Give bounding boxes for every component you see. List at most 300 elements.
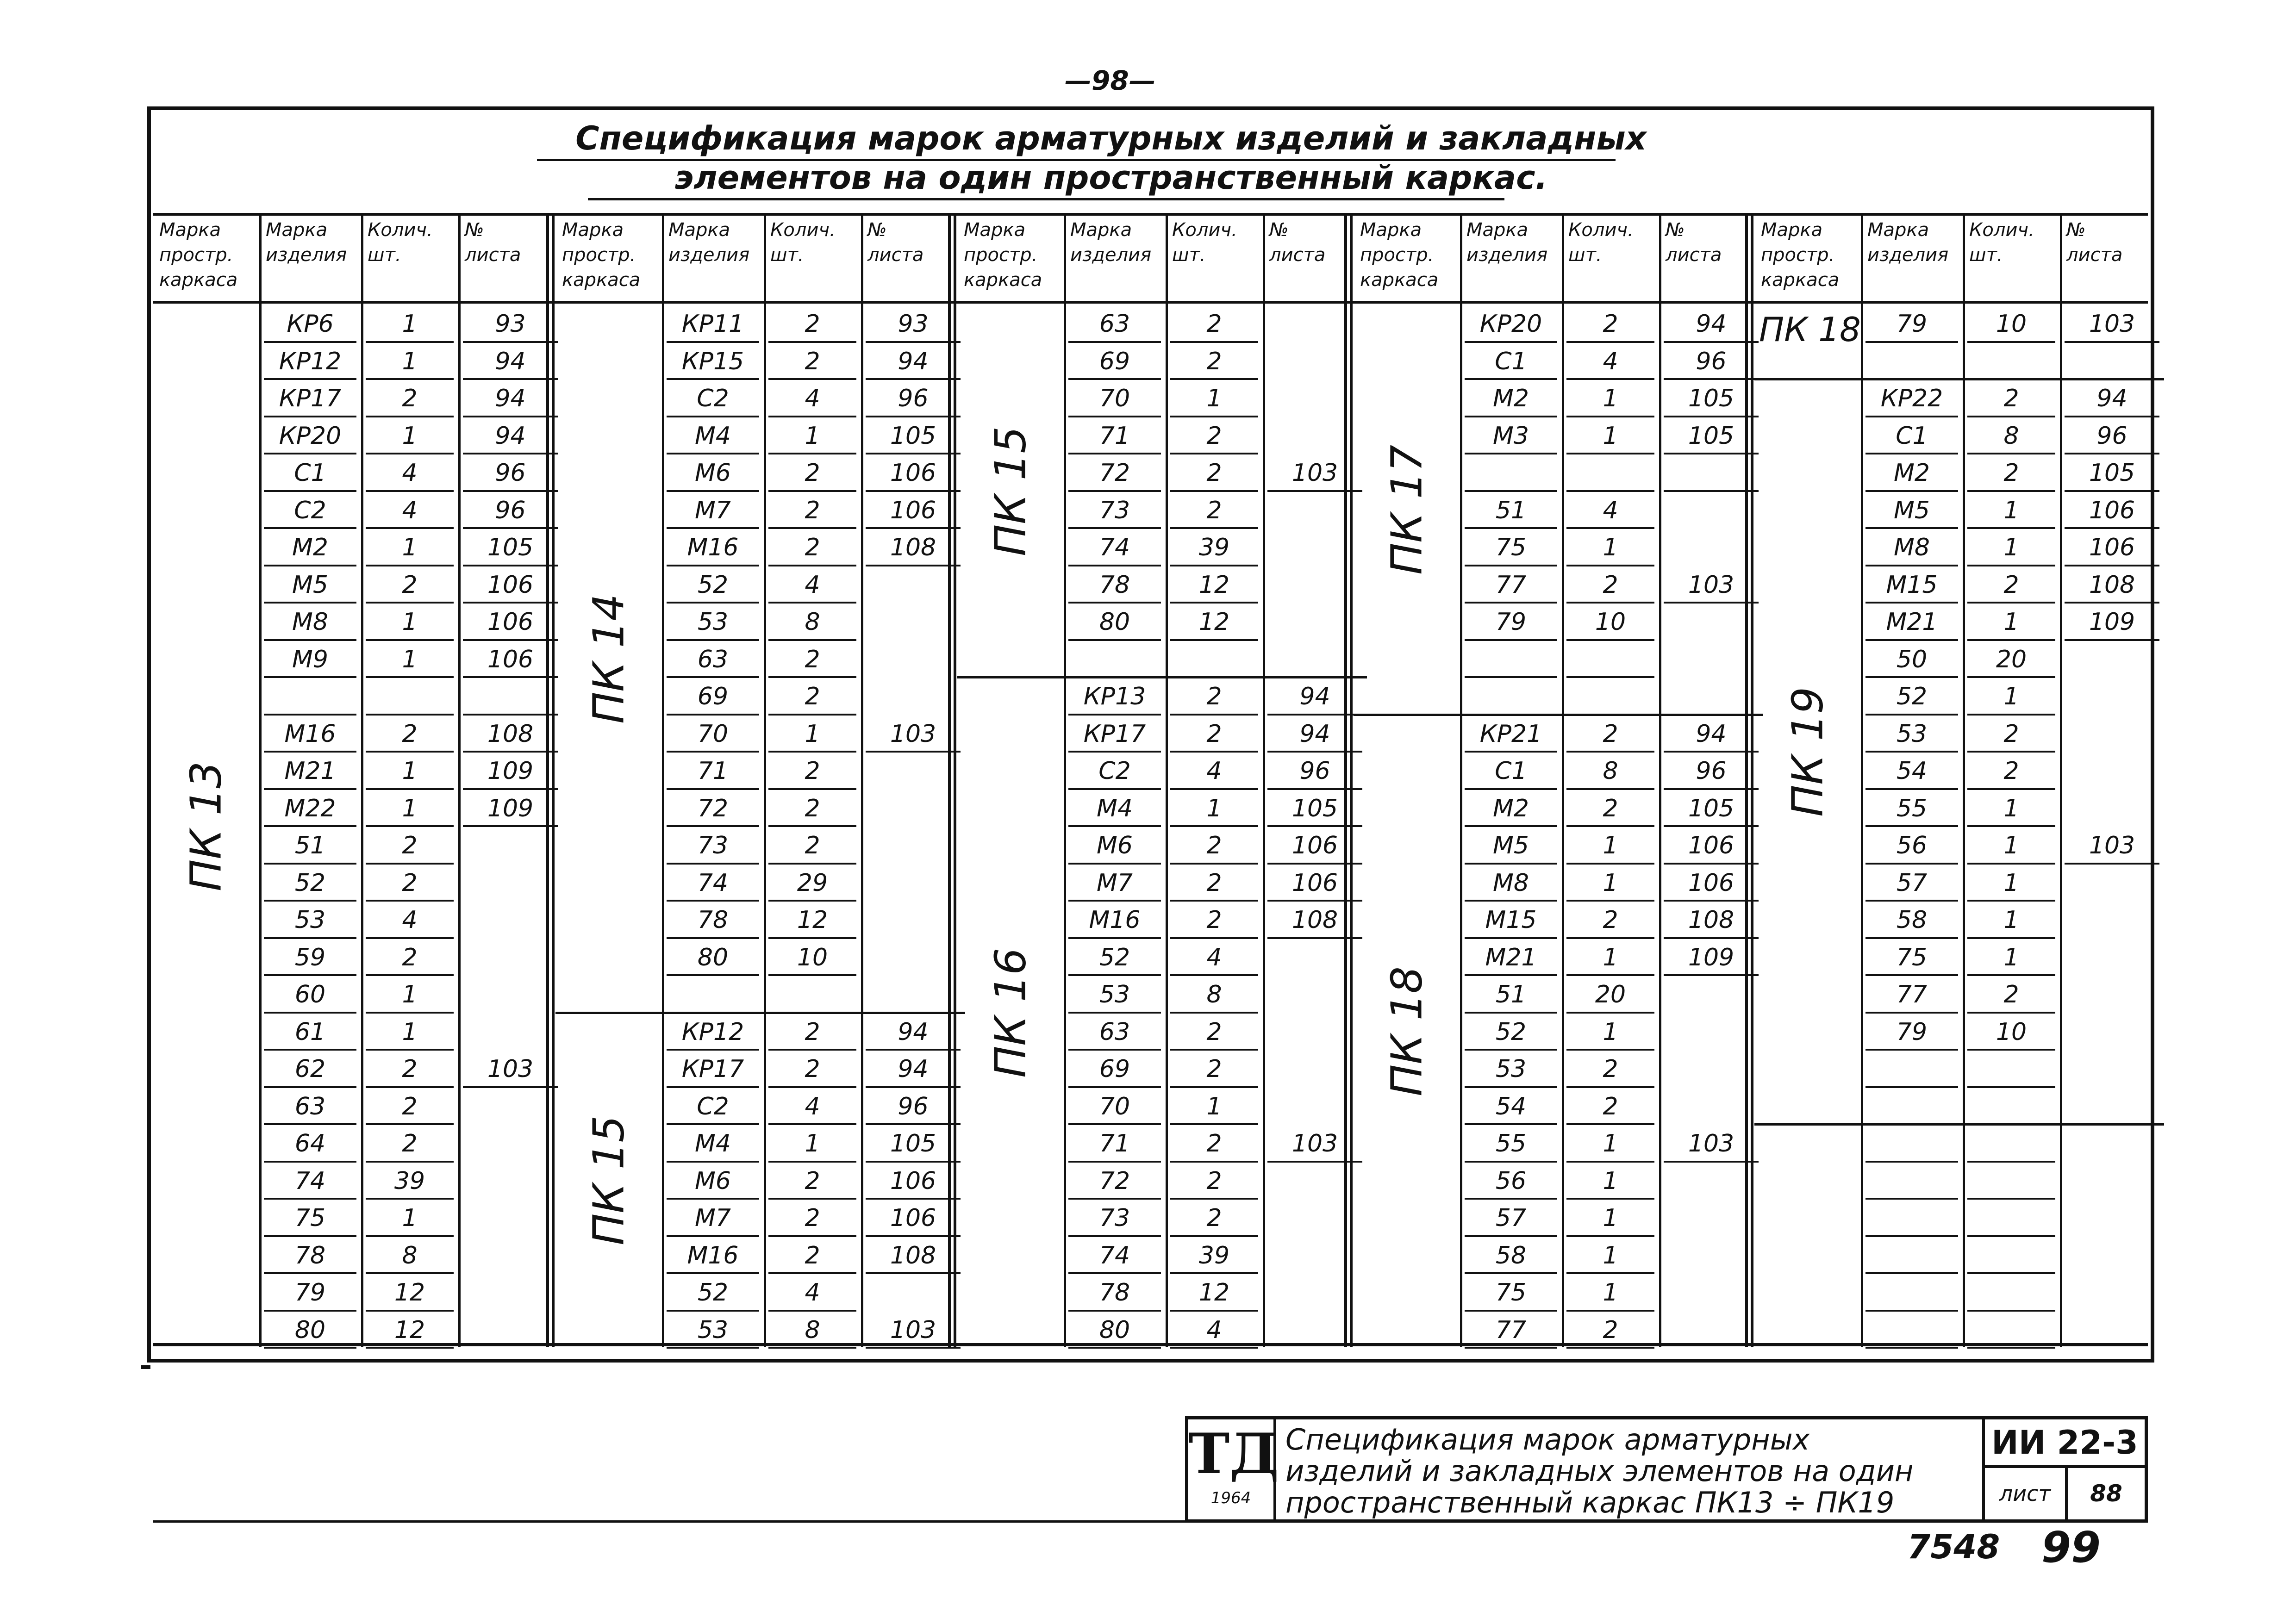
item-mark: 70 [697,720,729,748]
sheet-number: 96 [898,385,929,412]
header-line: шт. [1969,244,2003,266]
sheet-number: 103 [890,720,936,748]
sheet-number [2060,1163,2164,1200]
group-name: ПК 18 [1382,966,1432,1096]
sheet-number: 96 [495,459,526,487]
group-name: ПК 15 [584,1115,634,1245]
item-mark: С2 [294,496,326,524]
sheet-number: 94 [1299,720,1330,748]
header-line: простр. [159,244,233,266]
group-name: ПК 14 [584,593,634,724]
item-mark: 74 [1099,1241,1130,1269]
item-count: 2 [1206,459,1222,487]
sheet-number: 106 [1292,869,1338,897]
header-line: № [1666,219,1685,241]
item-mark: М6 [1097,832,1133,859]
item-count: 2 [402,720,418,748]
block-separator [546,213,555,1347]
sheet-number: 105 [890,422,936,450]
item-mark: 72 [697,794,729,822]
item-count: 12 [394,1316,425,1344]
item-mark: М5 [1894,496,1930,524]
header-line: изделия [266,244,347,266]
item-count: 2 [1206,1130,1222,1157]
item-mark: 69 [1099,347,1130,375]
item-count: 10 [797,943,828,971]
item-count: 2 [1603,571,1618,599]
header-line: каркаса [1761,269,1840,291]
sheet-number: 106 [890,1167,936,1195]
sheet-number: 109 [2089,608,2135,636]
stamp-sheet-label: лист [1982,1468,2068,1519]
item-count: 2 [805,1018,820,1046]
item-count: 2 [805,534,820,561]
item-count: 1 [402,310,418,338]
item-count: 1 [1603,1167,1618,1195]
item-count: 2 [2003,981,2019,1008]
header-line: Марка [1761,219,1823,241]
sheet-number [2060,1125,2164,1162]
item-mark: КР17 [681,1055,744,1083]
header-marka-karkasa [1354,218,1460,299]
item-count: 39 [1198,534,1230,561]
item-mark: М8 [1894,534,1930,561]
item-mark: 51 [294,832,326,859]
item-count: 1 [2003,943,2019,971]
sheet-number: 108 [1292,906,1338,934]
item-mark: 78 [294,1241,326,1269]
header-line: Марка [266,219,328,241]
stamp-sheet-number: 88 [2090,1480,2122,1507]
item-mark [1861,1200,1963,1237]
item-count: 2 [1206,496,1222,524]
header-line: изделия [1466,244,1548,266]
item-count [1562,454,1659,492]
item-mark: 73 [1099,1204,1130,1232]
sheet-number [2060,678,2164,715]
item-mark: М3 [1493,422,1529,450]
item-count: 1 [402,757,418,785]
item-mark: 53 [1896,720,1928,748]
sheet-number: 106 [890,459,936,487]
header-line: листа [2066,244,2123,266]
item-mark: С1 [1896,422,1928,450]
item-mark: М7 [695,496,731,524]
item-mark: 60 [294,981,326,1008]
group-name: ПК 13 [181,761,231,891]
item-mark: С2 [697,1092,729,1120]
sheet-number: 106 [487,608,534,636]
item-count: 1 [1206,385,1222,412]
sheet-number: 94 [2096,385,2128,412]
item-count: 1 [2003,906,2019,934]
item-count: 12 [1198,608,1230,636]
item-count: 2 [805,832,820,859]
item-count: 2 [1206,832,1222,859]
item-mark: 53 [697,1316,729,1344]
header-marka-izdeliya [1861,218,1963,299]
item-mark: 75 [1495,1279,1527,1307]
group-name: ПК 15 [986,426,1036,556]
item-count: 1 [1603,1130,1618,1157]
item-mark: М2 [1894,459,1930,487]
item-mark: 74 [294,1167,326,1195]
item-count [1963,1088,2060,1125]
title-underline-2 [588,198,1504,200]
item-count: 2 [805,459,820,487]
item-mark: 74 [697,869,729,897]
item-mark: М8 [292,608,328,636]
item-mark: М4 [695,422,731,450]
item-mark: 54 [1495,1092,1527,1120]
item-mark: 79 [1495,608,1527,636]
item-mark [662,976,764,1013]
item-count: 2 [402,1055,418,1083]
item-mark: М9 [292,645,328,673]
sheet-number: 105 [1688,794,1734,822]
item-count: 2 [805,1241,820,1269]
item-count: 1 [402,645,418,673]
header-line: № [867,219,887,241]
item-count: 1 [1206,794,1222,822]
group-name: ПК 16 [986,947,1036,1078]
sheet-number: 106 [2089,534,2135,561]
sheet-number [2060,939,2164,976]
item-mark: 62 [294,1055,326,1083]
item-count: 2 [402,1130,418,1157]
item-count: 2 [1206,906,1222,934]
header-line: каркаса [562,269,641,291]
frame-tick [141,1365,150,1369]
item-mark [1861,1237,1963,1274]
item-count [1963,1200,2060,1237]
item-count: 2 [1603,1092,1618,1120]
item-mark: М6 [695,1167,731,1195]
header-line: Марка [1867,219,1929,241]
item-count: 2 [805,794,820,822]
header-kolich [1166,218,1263,299]
item-count: 2 [402,869,418,897]
item-mark: 54 [1896,757,1928,785]
sheet-number: 93 [898,310,929,338]
sheet-number: 94 [495,385,526,412]
header-line: Марка [1070,219,1132,241]
item-mark: 56 [1495,1167,1527,1195]
item-count: 4 [1603,347,1618,375]
item-count: 12 [394,1279,425,1307]
item-mark: 77 [1495,1316,1527,1344]
org-logo [1188,1419,1279,1519]
item-mark: КР21 [1479,720,1542,748]
sheet-number: 109 [1688,943,1734,971]
sheet-number: 108 [2089,571,2135,599]
item-mark: М4 [695,1130,731,1157]
item-count: 1 [2003,534,2019,561]
item-mark: 64 [294,1130,326,1157]
item-mark: 70 [1099,1092,1130,1120]
sheet-number: 96 [1696,347,1727,375]
item-mark: 61 [294,1018,326,1046]
item-mark: 79 [294,1279,326,1307]
item-count: 1 [402,608,418,636]
item-count: 2 [402,1092,418,1120]
item-count: 12 [1198,571,1230,599]
item-count: 1 [402,422,418,450]
header-line: № [1269,219,1289,241]
stamp-code: ИИ 22-3 [1982,1419,2145,1468]
item-mark: 63 [1099,310,1130,338]
item-mark: М2 [1493,385,1529,412]
item-count: 4 [402,459,418,487]
item-mark: КР17 [1083,720,1146,748]
sheet-number [2060,1274,2164,1311]
item-count: 10 [1996,310,2027,338]
sheet-number: 106 [1688,869,1734,897]
header-line: простр. [562,244,636,266]
block-separator [948,213,956,1347]
header-line: Марка [1466,219,1529,241]
sheet-number: 106 [890,496,936,524]
sheet-number [2060,1088,2164,1125]
item-mark: 80 [1099,1316,1130,1344]
item-count: 8 [805,608,820,636]
item-mark: 75 [1896,943,1928,971]
header-marka-karkasa [555,218,662,299]
item-count: 4 [1206,943,1222,971]
item-count: 1 [402,347,418,375]
sheet-number: 106 [2089,496,2135,524]
item-mark: 72 [1099,1167,1130,1195]
item-mark: 52 [294,869,326,897]
item-count: 2 [1603,906,1618,934]
item-mark: С1 [1495,347,1527,375]
header-marka-izdeliya [662,218,764,299]
sheet-number [2060,716,2164,753]
item-mark: 52 [697,1279,729,1307]
item-mark: КР12 [279,347,342,375]
item-count [764,976,861,1013]
header-marka-izdeliya [1460,218,1562,299]
sheet-number: 103 [2089,832,2135,859]
header-line: простр. [964,244,1038,266]
sheet-number: 106 [1688,832,1734,859]
header-line: каркаса [964,269,1042,291]
block-separator [1745,213,1753,1347]
sheet-number: 103 [2089,310,2135,338]
sheet-number: 103 [1688,1130,1734,1157]
item-mark: 63 [697,645,729,673]
item-count: 4 [805,385,820,412]
item-count: 1 [2003,832,2019,859]
item-mark: 53 [1099,981,1130,1008]
item-count: 1 [402,534,418,561]
item-mark: 77 [1495,571,1527,599]
item-mark: М22 [284,794,336,822]
sheet-number: 94 [898,347,929,375]
header-kolich [1562,218,1659,299]
group-name: ПК 18 [1759,310,1861,349]
item-count: 1 [402,794,418,822]
item-mark: 75 [1495,534,1527,561]
item-mark: 78 [1099,1279,1130,1307]
item-mark: КР20 [1479,310,1542,338]
sheet-number [2060,1014,2164,1051]
header-line: Колич. [1568,219,1634,241]
item-count: 8 [805,1316,820,1344]
group-name: ПК 19 [1783,687,1833,817]
sheet-number: 103 [890,1316,936,1344]
sheet-number: 105 [890,1130,936,1157]
item-mark: М16 [687,534,739,561]
header-marka-karkasa [957,218,1064,299]
page-number: —98— [1065,65,1156,96]
item-count: 8 [1206,981,1222,1008]
sheet-number: 93 [495,310,526,338]
header-marka-izdeliya [259,218,361,299]
item-mark: 79 [1896,310,1928,338]
header-kolich [1963,218,2060,299]
item-mark: М4 [1097,794,1133,822]
block-separator [1344,213,1353,1347]
item-count: 4 [402,496,418,524]
sheet-number: 109 [487,794,534,822]
sheet-number: 96 [1299,757,1330,785]
item-mark: 58 [1495,1241,1527,1269]
item-mark: 57 [1896,869,1928,897]
item-count: 10 [1595,608,1626,636]
item-mark: М21 [284,757,336,785]
item-count: 1 [1603,832,1618,859]
header-line: шт. [1568,244,1602,266]
item-mark [1861,1274,1963,1311]
header-line: Колич. [770,219,836,241]
item-mark: М6 [695,459,731,487]
item-count: 2 [402,385,418,412]
item-count: 1 [2003,794,2019,822]
item-count: 2 [1206,1055,1222,1083]
item-count [1963,343,2060,380]
sheet-number: 105 [2089,459,2135,487]
item-mark [1861,1051,1963,1088]
item-mark: 56 [1896,832,1928,859]
item-count: 39 [1198,1241,1230,1269]
item-count: 2 [805,347,820,375]
item-mark: 78 [697,906,729,934]
item-count: 1 [1603,534,1618,561]
header-line: листа [867,244,924,266]
item-mark: 53 [1495,1055,1527,1083]
header-line: Марка [1360,219,1422,241]
item-mark: 71 [697,757,729,785]
header-line: листа [1269,244,1326,266]
sheet-number: 103 [1292,1130,1338,1157]
item-mark: С2 [697,385,729,412]
header-line: шт. [1172,244,1206,266]
item-count: 8 [1603,757,1618,785]
item-count: 2 [1206,422,1222,450]
item-mark: М21 [1886,608,1938,636]
header-kolich [764,218,861,299]
item-mark: 71 [1099,422,1130,450]
item-mark: М16 [284,720,336,748]
item-count: 1 [2003,496,2019,524]
item-count: 29 [797,869,828,897]
item-count: 2 [805,1055,820,1083]
item-mark: С1 [294,459,326,487]
item-count: 2 [1603,310,1618,338]
sheet-number: 106 [890,1204,936,1232]
item-mark [1861,1125,1963,1162]
stamp-baseline [153,1520,1190,1523]
item-count: 4 [805,571,820,599]
item-mark [1460,678,1562,715]
item-count: 2 [805,496,820,524]
item-mark: 72 [1099,459,1130,487]
sheet-number: 94 [495,347,526,375]
sheet-stamp: 99 [2041,1523,2101,1572]
item-count: 1 [1603,1204,1618,1232]
item-mark: 51 [1495,496,1527,524]
item-mark: 52 [697,571,729,599]
item-count: 2 [2003,720,2019,748]
sheet-number [2060,641,2164,678]
header-line: шт. [368,244,401,266]
item-mark: 73 [697,832,729,859]
sheet-number: 105 [1688,422,1734,450]
item-count: 1 [805,720,820,748]
header-line: каркаса [159,269,238,291]
sheet-number: 103 [487,1055,534,1083]
item-count: 2 [805,757,820,785]
item-count: 2 [1206,869,1222,897]
sheet-number [2060,902,2164,939]
item-mark: 80 [294,1316,326,1344]
sheet-number: 96 [2096,422,2128,450]
item-mark: М7 [1097,869,1133,897]
item-mark [1861,1088,1963,1125]
item-count: 1 [1603,422,1618,450]
header-line: простр. [1761,244,1835,266]
sheet-number [2060,343,2164,380]
item-count: 2 [805,683,820,710]
sheet-number: 103 [1688,571,1734,599]
sheet-number: 108 [890,534,936,561]
item-mark: 74 [1099,534,1130,561]
item-count: 12 [1198,1279,1230,1307]
item-count: 2 [1206,720,1222,748]
item-count: 10 [1996,1018,2027,1046]
item-count: 2 [2003,459,2019,487]
sheet-number: 96 [1696,757,1727,785]
header-line: Марка [159,219,221,241]
item-count: 4 [1603,496,1618,524]
sheet-number [2060,976,2164,1013]
item-count: 1 [805,1130,820,1157]
item-count: 1 [1206,1092,1222,1120]
item-count: 4 [1206,757,1222,785]
item-count: 12 [797,906,828,934]
item-count: 2 [1603,1055,1618,1083]
item-count: 2 [1603,794,1618,822]
sheet-number: 94 [898,1018,929,1046]
item-count: 2 [1206,347,1222,375]
sheet-number: 105 [487,534,534,561]
item-mark: 52 [1495,1018,1527,1046]
header-line: каркаса [1360,269,1439,291]
header-line: Колич. [1969,219,2034,241]
header-marka-karkasa [153,218,259,299]
item-count [1963,1237,2060,1274]
